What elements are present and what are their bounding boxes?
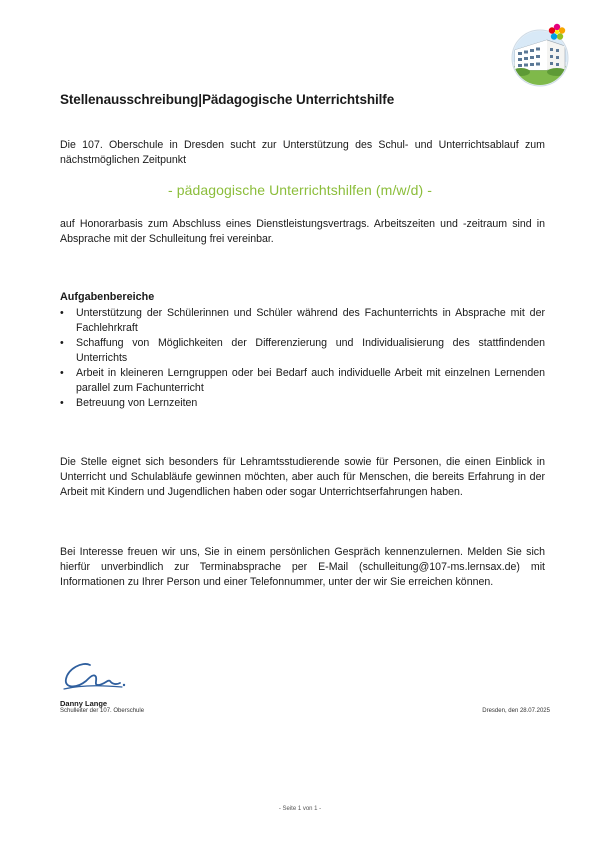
bullet-icon: • <box>60 397 64 409</box>
intro-paragraph: Die 107. Oberschule in Dresden sucht zur Unterstützung des Schul- und Unterrichtsablauf zum nächstmöglichen Zeitpunkt <box>60 139 545 166</box>
document-title: Stellenausschreibung|Pädagogische Unterrichtshilfe <box>60 92 395 107</box>
school-logo-icon <box>507 22 573 88</box>
bullet-icon: • <box>60 337 64 349</box>
signer-role: Schulleiter der 107. Oberschule <box>60 708 145 714</box>
place-date: Dresden, den 28.07.2025 <box>482 708 550 714</box>
bullet-icon: • <box>60 367 64 379</box>
terms-paragraph: auf Honorarbasis zum Abschluss eines Dienstleistungsvertrags. Arbeitszeiten und -zeitraum sind in Absprache mit der Schulleitung frei vereinbar. <box>60 218 545 245</box>
list-item <box>60 306 545 336</box>
list-item-text: Schaffung von Möglichkeiten der Differenzierung und Individualisierung des stattfindenden Unterrichts <box>76 337 545 364</box>
page-footer: - Seite 1 von 1 - <box>278 806 322 812</box>
list-item <box>60 336 545 366</box>
position-title: - pädagogische Unterrichtshilfen (m/w/d) - <box>167 182 433 198</box>
handwritten-signature-icon <box>60 655 132 699</box>
tasks-heading: Aufgabenbereiche <box>60 291 155 303</box>
list-item <box>60 396 545 411</box>
tasks-list <box>60 306 545 411</box>
list-item <box>60 366 545 396</box>
list-item-text: Betreuung von Lernzeiten <box>76 397 198 409</box>
list-item-text: Unterstützung der Schülerinnen und Schüler während des Fachunterrichts in Absprache mit der Fachlehrkraft <box>76 307 545 334</box>
signer-name: Danny Lange <box>60 699 108 708</box>
audience-paragraph: Die Stelle eignet sich besonders für Lehramtsstudierende sowie für Personen, die einen Einblick in Unterricht und Schulabläufe gewinnen möchten, aber auch für Menschen, die bereits Erfahrung in der Arbeit mit Kindern und Jugendlichen haben oder sogar Unterrichtserfahrungen haben. <box>60 456 545 498</box>
bullet-icon: • <box>60 307 64 319</box>
list-item-text: Arbeit in kleineren Lerngruppen oder bei Bedarf auch individuelle Arbeit mit einzelnen Lernenden parallel zum Fachunterricht <box>76 367 545 394</box>
contact-paragraph: Bei Interesse freuen wir uns, Sie in einem persönlichen Gespräch kennenzulernen. Melden Sie sich hierfür unverbindlich zur Terminabsprache per E-Mail (schulleitung@107-ms.lernsax.de) mit Informationen zu Ihrer Person und einer Telefonnummer, unter der wir Sie erreichen können. <box>60 546 545 588</box>
